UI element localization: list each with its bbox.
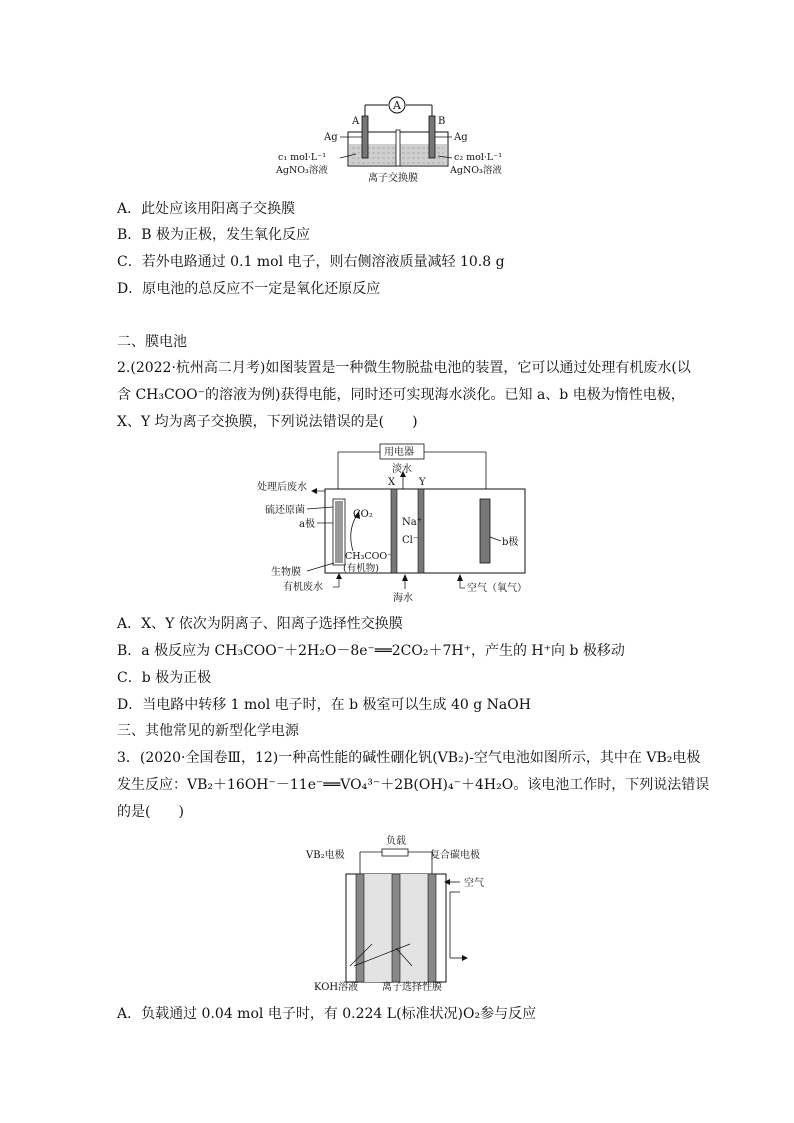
b-pole-label: b极 <box>502 537 519 548</box>
section-3-heading: 三、其他常见的新型化学电源 <box>117 723 299 739</box>
q2-option-b: B．a 极反应为 CH₃COO⁻＋2H₂O－8e⁻══2CO₂＋7H⁺，产生的 H⁺向 b 极移动 <box>117 643 625 659</box>
q2-line-1: 2.(2022·杭州高二月考)如图装置是一种微生物脱盐电池的装置，它可以通过处理有机废水(以 <box>117 360 691 376</box>
carbon-electrode <box>428 874 436 982</box>
right-solution: AgNO₃溶液 <box>450 165 502 176</box>
membrane-y-label: Y <box>419 477 426 488</box>
q3-line-1: 3．(2020·全国卷Ⅲ，12)一种高性能的碱性硼化钒(VB₂)-空气电池如图所示，其中在 VB₂电极 <box>117 750 701 766</box>
q1-option-b: B．B 极为正极，发生氧化反应 <box>117 227 311 243</box>
co2-label: CO₂ <box>353 509 373 520</box>
fresh-water-label: 淡水 <box>392 464 412 475</box>
q2-option-d: D．当电路中转移 1 mol 电子时，在 b 极室可以生成 40 g NaOH <box>117 697 531 713</box>
ion-selective-membrane <box>392 874 400 982</box>
ammeter-label: A <box>393 99 401 112</box>
treated-water-label: 处理后废水 <box>257 482 307 493</box>
wastewater-label: 有机废水 <box>283 582 323 593</box>
q2-line-2: 含 CH₃COO⁻的溶液为例)获得电能，同时还可实现海水淡化。已知 a、b 电极为惰性电极， <box>117 387 685 403</box>
carbon-electrode-label: 复合碳电极 <box>430 850 480 861</box>
q1-option-c: C．若外电路通过 0.1 mol 电子，则右侧溶液质量减轻 10.8 g <box>117 254 505 270</box>
membrane-label: 离子交换膜 <box>368 173 418 184</box>
organic-label: (有机物) <box>343 563 379 574</box>
figure-2-desalination-cell <box>255 441 545 605</box>
air-oxygen-label: 空气（氧气） <box>467 583 527 594</box>
seawater-label: 海水 <box>393 593 413 604</box>
q2-line-3: X、Y 均为离子交换膜，下列说法错误的是( ) <box>117 414 418 430</box>
figure-1-silver-cell <box>270 96 530 188</box>
koh-solution-label: KOH溶液 <box>314 982 359 993</box>
vb2-electrode-label: VB₂电极 <box>306 850 345 861</box>
bacteria-label: 硫还原菌 <box>265 505 305 516</box>
q3-line-2: 发生反应：VB₂＋16OH⁻－11e⁻══VO₄³⁻＋2B(OH)₄⁻＋4H₂O。该电池工作时，下列说法错误 <box>117 777 710 793</box>
chloride-ion-label: Cl⁻ <box>402 535 419 546</box>
q1-option-d: D．原电池的总反应不一定是氧化还原反应 <box>117 281 381 297</box>
figure-3-vb2-air-battery <box>300 832 510 996</box>
electrode-b <box>429 116 435 158</box>
membrane-y <box>418 489 424 573</box>
ag-right-label: Ag <box>454 132 468 143</box>
section-2-heading: 二、膜电池 <box>117 334 187 350</box>
electrode-b <box>480 499 490 563</box>
vb2-electrode <box>356 874 364 982</box>
appliance-label: 用电器 <box>384 447 414 458</box>
q1-option-a: A．此处应该用阳离子交换膜 <box>117 201 296 217</box>
q2-option-c: C．b 极为正极 <box>117 670 212 686</box>
q3-option-a: A．负载通过 0.04 mol 电子时，有 0.224 L(标准状况)O₂参与反应 <box>117 1006 537 1022</box>
right-concentration: c₂ mol·L⁻¹ <box>454 152 503 163</box>
left-solution: AgNO₃溶液 <box>276 165 328 176</box>
acetate-label: CH₃COO⁻ <box>345 551 393 562</box>
biofilm-label: 生物膜 <box>271 567 301 578</box>
electrode-a <box>362 116 368 158</box>
q2-option-a: A．X、Y 依次为阴离子、阳离子选择性交换膜 <box>117 616 403 632</box>
label-b: B <box>438 116 446 127</box>
left-concentration: c₁ mol·L⁻¹ <box>278 152 327 163</box>
membrane-x-label: X <box>388 477 396 488</box>
ag-left-label: Ag <box>324 132 338 143</box>
load-label: 负载 <box>386 836 406 847</box>
air-label: 空气 <box>464 878 484 889</box>
ion-exchange-membrane <box>396 130 400 166</box>
membrane-label: 离子选择性膜 <box>382 982 442 993</box>
q3-line-3: 的是( ) <box>117 804 184 820</box>
a-pole-label: a极 <box>299 519 315 530</box>
load-resistor <box>382 849 408 856</box>
label-a: A <box>352 116 360 127</box>
sodium-ion-label: Na⁺ <box>402 517 422 528</box>
